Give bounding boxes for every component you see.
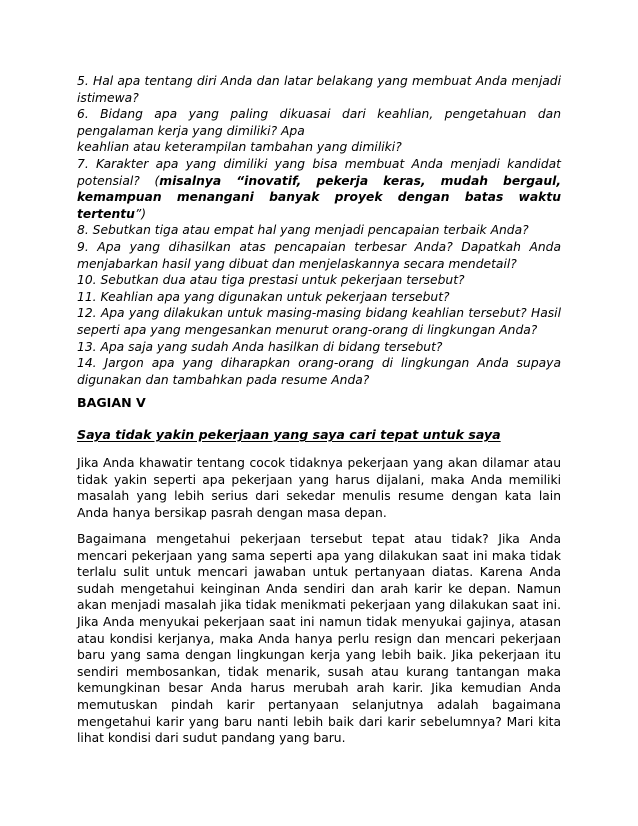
paragraph-2: Bagaimana mengetahui pekerjaan tersebut tepat atau tidak? Jika Anda mencari pekerjaan yang sama seperti apa yang dilakukan saat ini maka tidak terlalu sulit untuk mencari jawaban untuk pertanyaan diatas. Karena Anda sudah mengetahui keinginan Anda sendiri dan arah karir ke depan. Namun akan menjadi masalah jika tidak menikmati pekerjaan yang dilakukan saat ini. Jika Anda menyukai pekerjaan saat ini namun tidak menyukai gajinya, atasan atau kondisi kerjanya, maka Anda hanya perlu resign dan mencari pekerjaan baru yang sama dengan lingkungan kerja yang lebih baik. Jika pekerjaan itu sendiri membosankan, tidak menarik, susah atau kurang tantangan maka kemungkinan besar Anda harus merubah arah karir. Jika kemudian Anda memutuskan pindah karir pertanyaan selanjutnya adalah bagaimana mengetahui karir yang baru nanti lebih baik dari karir sebelumnya? Mari kita lihat kondisi dari sudut pandang yang baru.: [77, 532, 561, 746]
question-12: 12. Apa yang dilakukan untuk masing-masing bidang keahlian tersebut? Hasil seperti apa yang mengesankan menurut orang-orang di lingkungan Anda?: [77, 306, 561, 337]
question-7: [77, 156, 561, 222]
section-heading: BAGIAN V: [77, 395, 146, 410]
section-subheading: Saya tidak yakin pekerjaan yang saya cari tepat untuk saya: [77, 427, 501, 442]
question-8: 8. Sebutkan tiga atau empat hal yang menjadi pencapaian terbaik Anda?: [77, 223, 529, 238]
question-9: 9. Apa yang dihasilkan atas pencapaian terbesar Anda? Dapatkah Anda menjabarkan hasil yang dibuat dan menjelaskannya secara mendetail?: [77, 239, 561, 271]
question-list: [77, 73, 561, 388]
question-13: 13. Apa saja yang sudah Anda hasilkan di bidang tersebut?: [77, 339, 443, 354]
question-6: 6. Bidang apa yang paling dikuasai dari keahlian, pengetahuan dan pengalaman kerja yang dimiliki? Apa: [77, 107, 561, 138]
question-5: 5. Hal apa tentang diri Anda dan latar belakang yang membuat Anda menjadi istimewa?: [77, 74, 561, 105]
question-14: 14. Jargon apa yang diharapkan orang-orang di lingkungan Anda supaya digunakan dan tambahkan pada resume Anda?: [77, 356, 561, 387]
question-7-examples: misalnya “inovatif, pekerja keras, mudah bergaul, kemampuan menangani banyak proyek dengan batas waktu tertentu: [77, 173, 561, 221]
question-7-intro: 7. Karakter apa yang dimiliki yang bisa membuat Anda menjadi kandidat potensial? (: [77, 156, 561, 188]
paragraph-1: Jika Anda khawatir tentang cocok tidaknya pekerjaan yang akan dilamar atau tidak yakin seperti apa pekerjaan yang harus dijalani, maka Anda memiliki masalah yang lebih serius dari sekedar menulis resume dengan kata lain Anda hanya bersikap pasrah dengan masa depan.: [77, 456, 561, 520]
question-10: 10. Sebutkan dua atau tiga prestasi untuk pekerjaan tersebut?: [77, 273, 465, 288]
question-11: 11. Keahlian apa yang digunakan untuk pekerjaan tersebut?: [77, 289, 450, 304]
question-6-continued: keahlian atau keterampilan tambahan yang dimiliki?: [77, 140, 402, 155]
question-7-close: ”): [134, 206, 147, 221]
